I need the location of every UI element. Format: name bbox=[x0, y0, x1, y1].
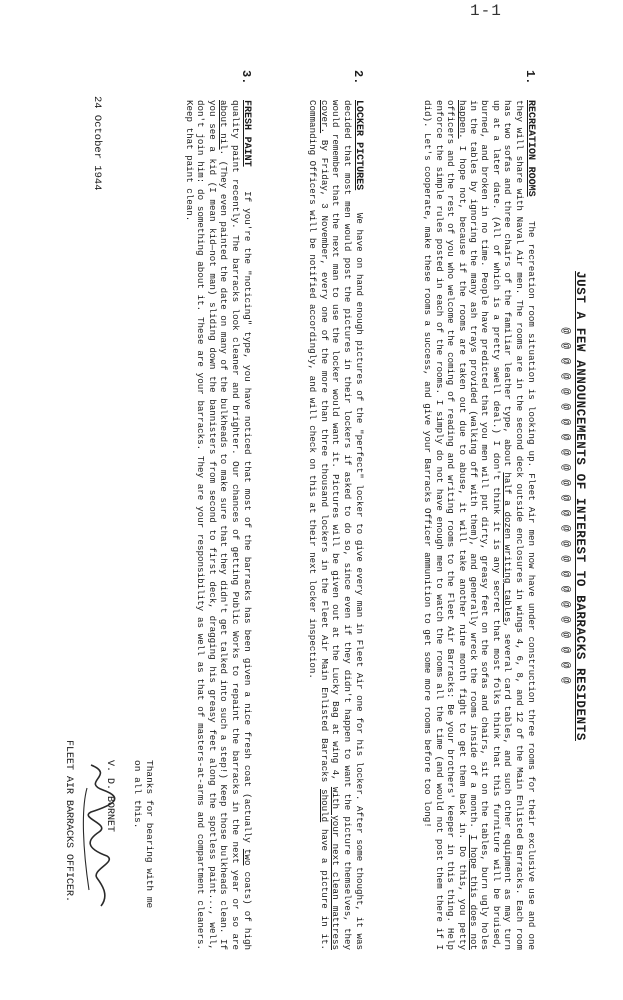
section-recreation-rooms bbox=[422, 70, 537, 950]
section-text: If you're the "noticing" type, you have noticed that most of the barracks has been given a nice fresh coat (actually bbox=[242, 191, 253, 849]
section-heading: RECREATION ROOMS bbox=[525, 100, 536, 197]
section-text: I hope not, because if the rooms are taken out due to abuse, it will take another nine month fight to get them back in. Do this, you petty officers and the rest of you who welcome the coming of reading and writing rooms to the Fleet Air Barracks: Be your brothers' keeper in this thing. Help enforce the simple rules posted in each of the rooms. I simply do not have enough men to watch the rooms all the time (and would not post them there if I did). Let's cooperate, make these rooms a success, and give your Barracks Officer ammunition to get some more rooms before too long! bbox=[422, 100, 468, 950]
underlined-text: about nil bbox=[218, 100, 230, 150]
underlined-text: two bbox=[242, 848, 253, 866]
underlined-text: should bbox=[318, 789, 330, 823]
page-mark: 1-1 bbox=[470, 2, 502, 20]
title-ornament: @ @ @ @ @ @ @ @ @ @ @ @ @ @ @ @ @ @ @ @ @ @ @ @ bbox=[559, 327, 571, 685]
section-text: We have on hand enough pictures of the "perfect" locker to give every man in Fleet Air one for his locker. After some thought, it was decided that most men would post the pictures in their lockers if asked to do so, since even if they didn't happen to want the picture themselves, they would remember that the next man to use the locker would want it. Pictures will be given out at the Lucky Bag at wing 4, bbox=[330, 100, 365, 950]
section-body bbox=[307, 100, 365, 950]
document-title: JUST A FEW ANNOUNCEMENTS OF INTEREST TO BARRACKS RESIDENTS bbox=[573, 271, 587, 741]
section-text: By Friday, 3 November, every one of the more than three thousand lockers in the Fleet Air Main Enlisted Barracks bbox=[318, 133, 330, 790]
section-body bbox=[422, 100, 537, 950]
title-block bbox=[559, 96, 587, 916]
signature-title: FLEET AIR BARRACKS OFFICER. bbox=[63, 740, 74, 903]
section-text: , several card tables, and such other equipment as may turn up at a later date. (All of which is a pretty swell deal.) I don't think it is any secret that most folks think that this furniture will be bruised, burned, and broken in no time. People have predicted that you men will put dirty, greasy feet on the sofas and chairs, sit on the tables, burn ugly holes in the tables by ignoring the many ash trays provided (walking off with them), and generally wreck the rooms inside of a month. bbox=[467, 100, 514, 950]
section-text: have a picture in it. Commanding Officers will be notified accordingly, and will check on this at their next locker inspection. bbox=[307, 100, 330, 951]
section-heading: FRESH PAINT bbox=[241, 100, 252, 167]
section-locker-pictures bbox=[307, 70, 365, 950]
underlined-text: with your next clean mattress cover. bbox=[318, 100, 342, 950]
section-text: The recreation room situation is looking up. Fleet Air men now have under construction three rooms for their exclusive use and one they will share with Naval Air men. The rooms are in the second deck outside enclosures in wings 4, 6, 8, and 12 of the Main Enlisted Barracks. Each room has two sofas and three chairs of the familiar leather type, about bbox=[502, 100, 537, 950]
section-number: 3. bbox=[239, 70, 253, 85]
section-number: 2. bbox=[351, 70, 365, 85]
underlined-text: half a dozen writing tables bbox=[502, 472, 514, 623]
section-heading: LOCKER PICTURES bbox=[353, 100, 364, 191]
signature-name: V. D. BORNET bbox=[104, 760, 115, 833]
underlined-text: I hope this does not happen. bbox=[456, 100, 479, 950]
thanks-line: Thanks for bearing with me bbox=[144, 760, 155, 909]
section-number: 1. bbox=[523, 70, 537, 85]
section-fresh-paint bbox=[184, 70, 253, 950]
document-date: 24 October 1944 bbox=[91, 96, 103, 191]
thanks-line: on all this. bbox=[132, 760, 143, 829]
signature-block bbox=[35, 690, 115, 930]
closing-thanks bbox=[131, 760, 155, 908]
section-text: coats) of high quality paint recently. The barracks look cleaner and brighter. Our chances of getting Public Works to repaint the barracks in the next year or so are bbox=[229, 100, 253, 950]
section-body bbox=[184, 100, 253, 950]
section-text: . (They even painted the date on many of the bulkheads to make sure that they didn't get talked into such a step!) Keep those bulkheads clean. If you see a kid (I mean kid—not man) sliding down the bannisters from second to first deck, dragging his greasy feet along the spotless paint..., well, don't join him: do something about it. These are your barracks. They are your responsibility as well as that of masters-at-arms and compartment cleaners. Keep that paint clean. bbox=[183, 100, 230, 950]
handwritten-signature bbox=[75, 760, 121, 910]
